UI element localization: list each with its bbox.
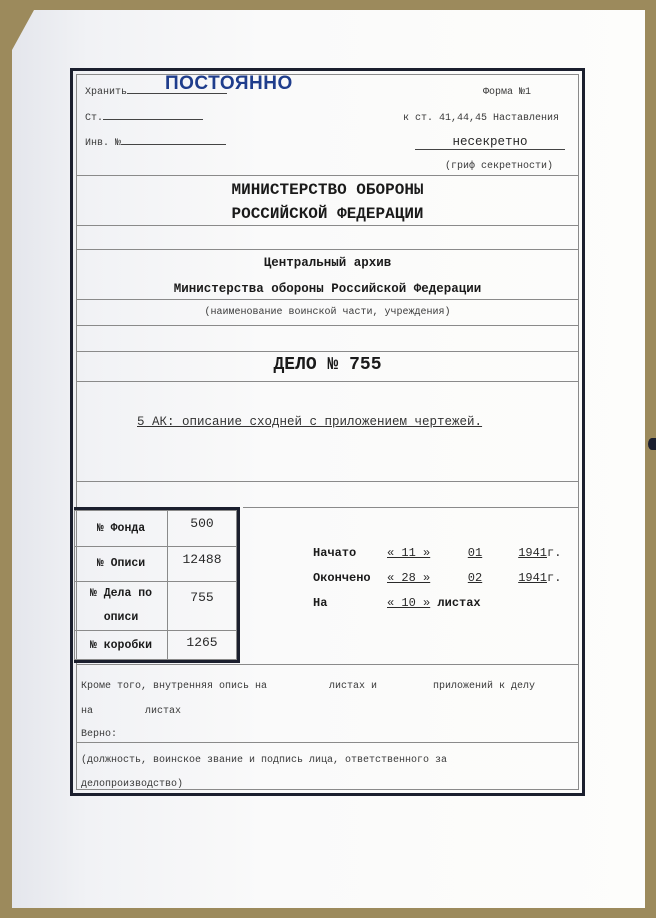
archive-line-2: Министерства обороны Российской Федерации bbox=[173, 282, 482, 296]
on-text: на bbox=[81, 706, 94, 717]
ended-day: « 28 » bbox=[387, 571, 431, 585]
ended-year: 1941 bbox=[518, 571, 547, 585]
divider bbox=[243, 507, 578, 508]
ministry-line-1: МИНИСТЕРСТВО ОБОРОНЫ bbox=[231, 181, 424, 199]
signature-caption-line-1: (должность, воинское звание и подпись лица, ответственного за bbox=[81, 755, 448, 766]
opis-label: № Описи bbox=[75, 546, 168, 582]
store-label: Хранить bbox=[85, 87, 128, 98]
article-field bbox=[85, 113, 203, 124]
fond-value: 500 bbox=[168, 511, 237, 547]
ministry-line-2: РОССИЙСКОЙ ФЕДЕРАЦИИ bbox=[231, 205, 424, 223]
inner-inventory-line bbox=[81, 681, 535, 692]
case-number-value: 755 bbox=[168, 582, 237, 631]
box-number-value: 1265 bbox=[168, 631, 237, 660]
form-inner-border bbox=[76, 74, 579, 790]
attachments-text: приложений к делу bbox=[433, 681, 536, 692]
signature-caption-line-2: делопроизводство) bbox=[81, 779, 184, 790]
table-row bbox=[75, 582, 237, 631]
box-number-label: № коробки bbox=[75, 631, 168, 660]
started-label: Начато bbox=[313, 546, 357, 560]
article-label: Ст. bbox=[85, 113, 104, 124]
sheets-count: « 10 » bbox=[387, 596, 431, 610]
inventory-label: Инв. № bbox=[85, 138, 122, 149]
sheets-line bbox=[81, 706, 181, 717]
classification-value: несекретно bbox=[415, 135, 565, 150]
started-day: « 11 » bbox=[387, 546, 431, 560]
registry-table bbox=[74, 510, 237, 660]
verified-label: Верно: bbox=[81, 729, 118, 740]
inner-inventory-text: Кроме того, внутренняя опись на bbox=[81, 681, 268, 692]
sheets-and-text: листах и bbox=[329, 681, 378, 692]
divider bbox=[77, 175, 578, 176]
form-frame bbox=[70, 68, 585, 796]
ended-label: Окончено bbox=[313, 571, 371, 585]
sheets-label: На bbox=[313, 596, 328, 610]
started-year: 1941 bbox=[518, 546, 547, 560]
divider bbox=[77, 351, 578, 352]
divider bbox=[77, 664, 578, 665]
regulation-reference: к ст. 41,44,45 Наставления bbox=[403, 113, 560, 124]
table-row bbox=[75, 511, 237, 547]
year-suffix: г. bbox=[547, 546, 562, 560]
ended-month: 02 bbox=[467, 571, 483, 585]
divider bbox=[77, 481, 578, 482]
divider bbox=[77, 249, 578, 250]
ended-row bbox=[313, 571, 561, 585]
sheets-row bbox=[313, 596, 481, 610]
sheets-suffix: листах bbox=[437, 596, 481, 610]
divider bbox=[77, 299, 578, 300]
case-title: ДЕЛО № 755 bbox=[273, 355, 382, 375]
case-number-label: № Дела по описи bbox=[75, 582, 168, 631]
form-number: Форма №1 bbox=[483, 87, 532, 98]
inventory-underline bbox=[121, 144, 226, 145]
article-underline bbox=[103, 119, 203, 120]
store-stamp: ПОСТОЯННО bbox=[165, 73, 293, 94]
classification-caption: (гриф секретности) bbox=[445, 161, 554, 172]
started-month: 01 bbox=[467, 546, 483, 560]
binder-hole-mark bbox=[648, 438, 656, 450]
table-row bbox=[75, 546, 237, 582]
divider bbox=[77, 742, 578, 743]
inventory-field bbox=[85, 138, 226, 149]
case-description: 5 АК: описание сходней с приложением чертежей. bbox=[137, 415, 483, 429]
archive-line-1: Центральный архив bbox=[263, 256, 392, 270]
fond-label: № Фонда bbox=[75, 511, 168, 547]
started-row bbox=[313, 546, 561, 560]
divider bbox=[77, 381, 578, 382]
table-row bbox=[75, 631, 237, 660]
divider bbox=[77, 225, 578, 226]
sheets-text: листах bbox=[145, 706, 182, 717]
unit-caption: (наименование воинской части, учреждения) bbox=[204, 307, 451, 318]
divider bbox=[77, 325, 578, 326]
registry-box bbox=[74, 507, 240, 663]
opis-value: 12488 bbox=[168, 546, 237, 582]
year-suffix: г. bbox=[547, 571, 562, 585]
